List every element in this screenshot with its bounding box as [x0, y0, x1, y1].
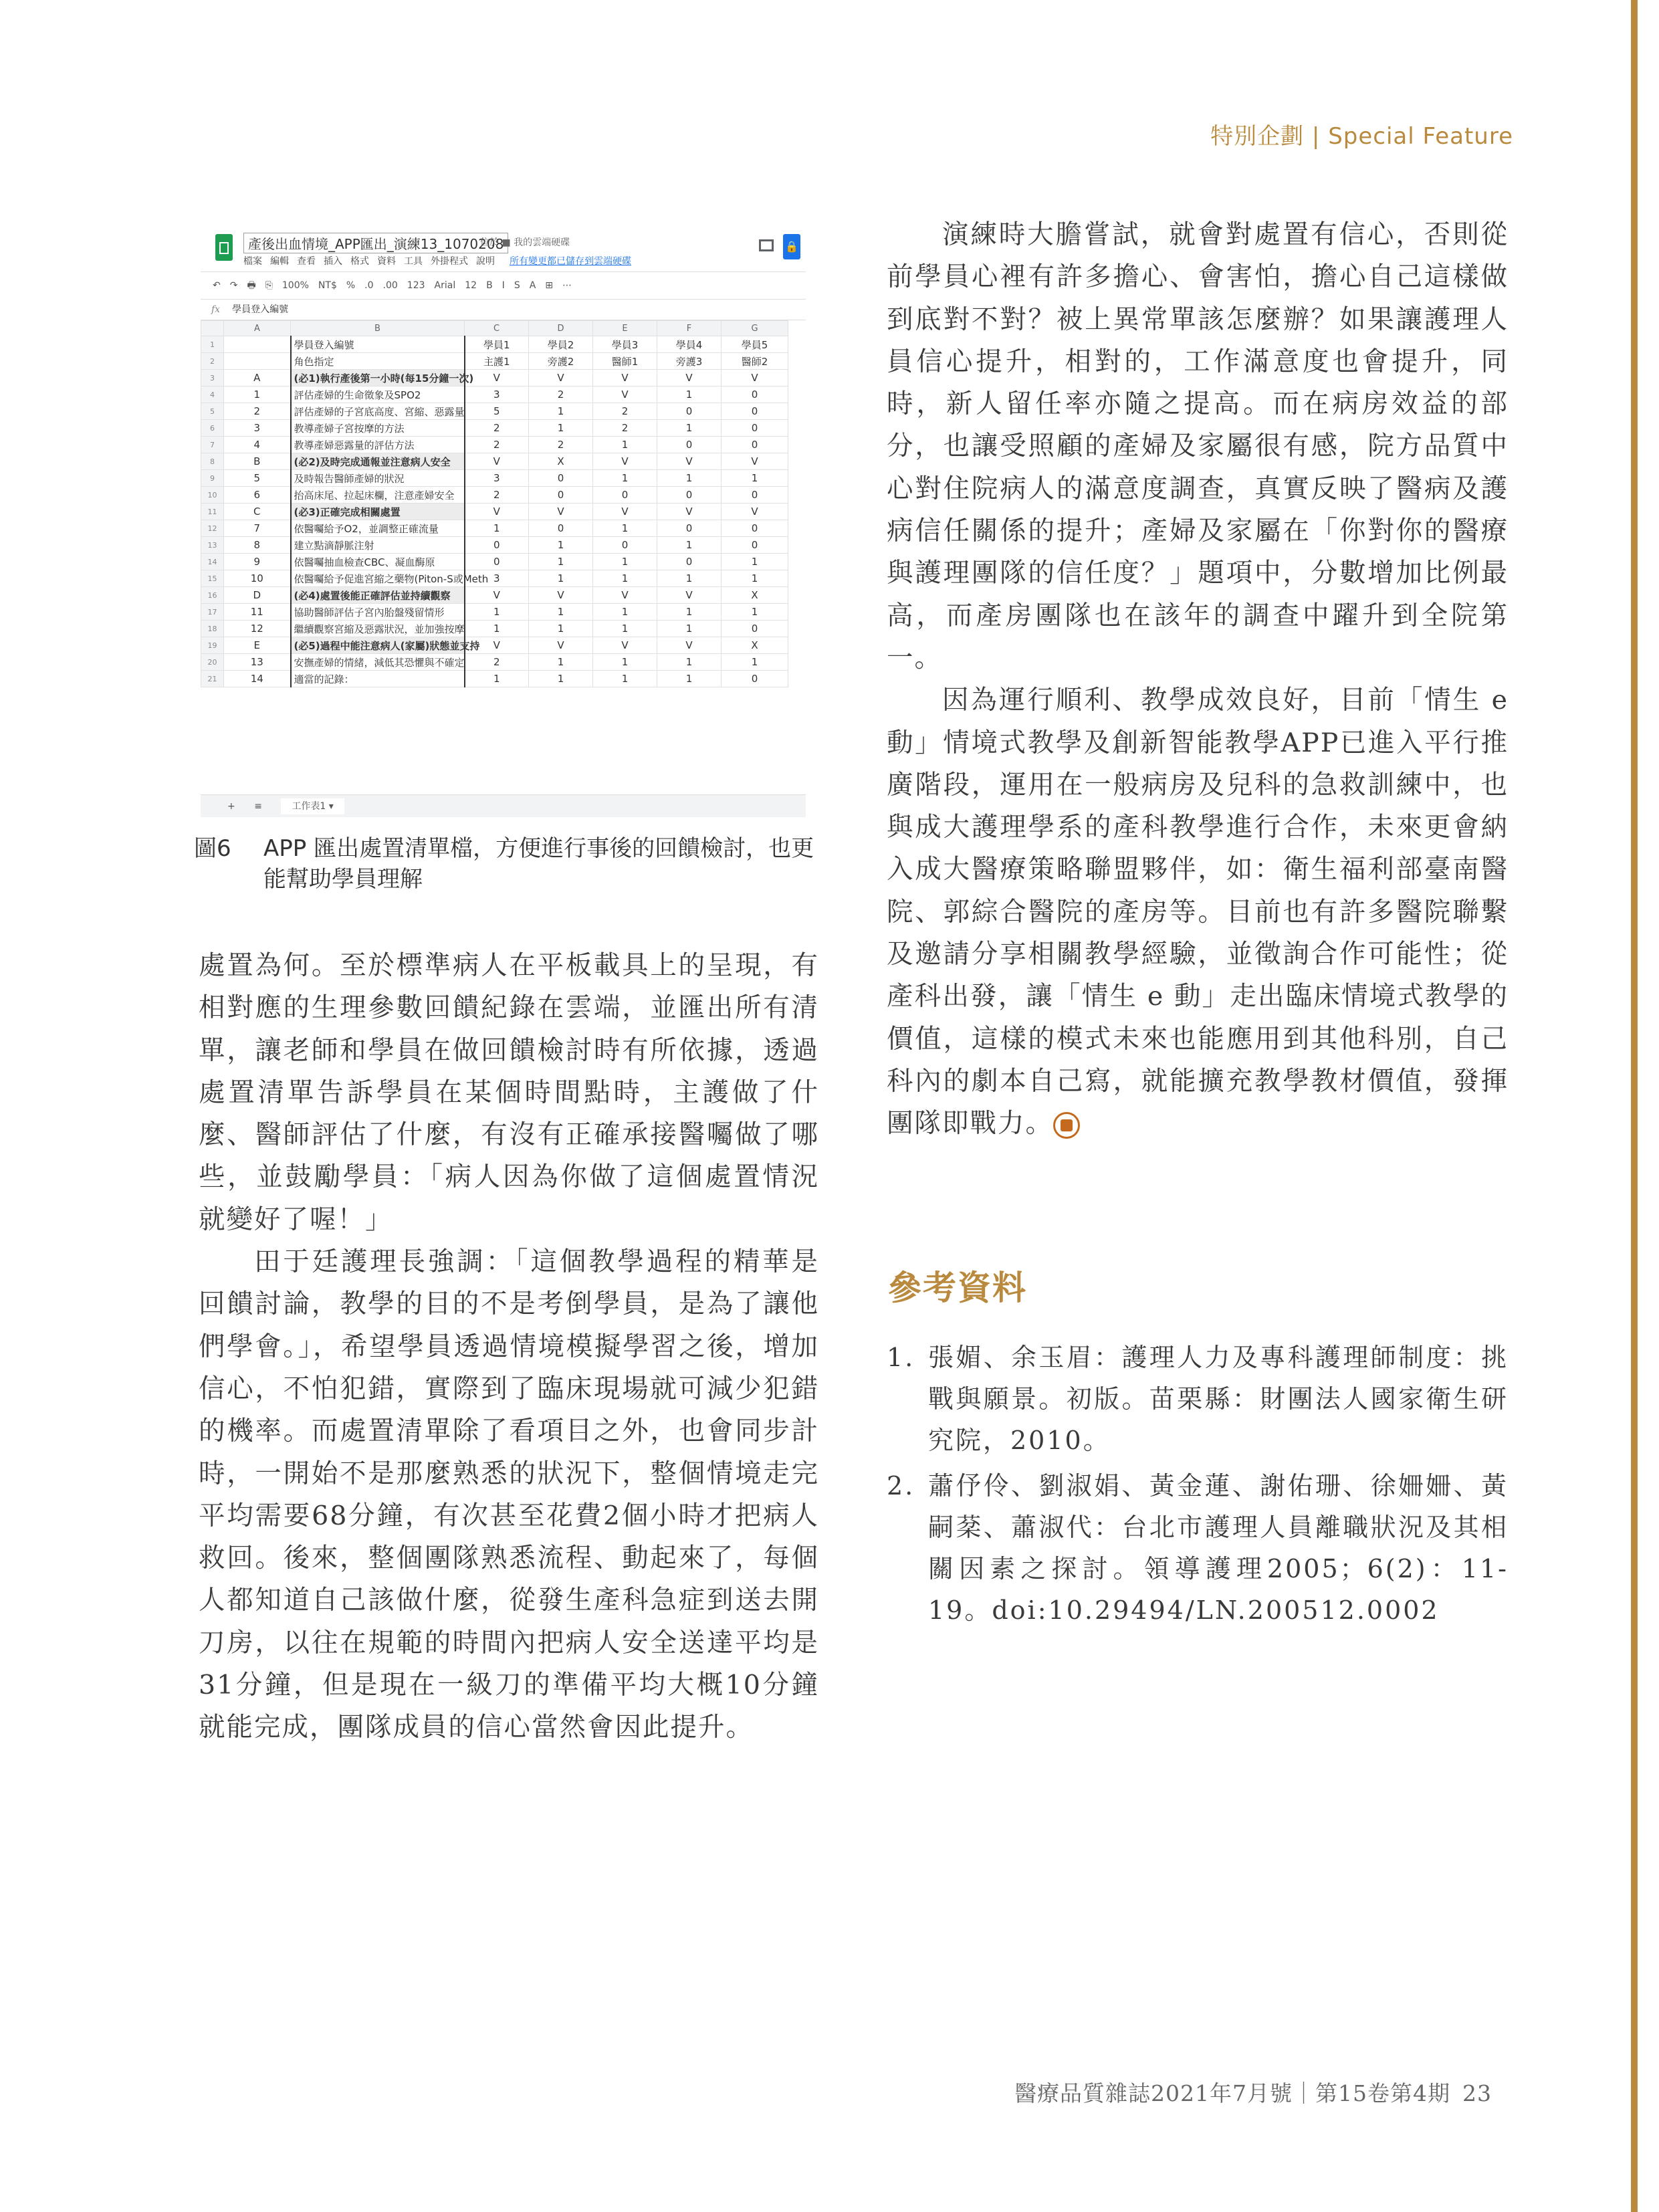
toolbar-button[interactable]: ↶	[213, 280, 221, 291]
table-cell[interactable]: 醫師1	[593, 353, 657, 370]
journal-issue: 醫療品質雜誌2021年7月號｜第15卷第4期	[1014, 2080, 1450, 2106]
table-cell[interactable]: 10	[224, 570, 291, 587]
table-cell[interactable]: 1	[529, 420, 593, 437]
table-cell[interactable]: 繼續觀察宮縮及惡露狀況，並加強按摩	[291, 621, 465, 637]
table-cell[interactable]: 1	[529, 554, 593, 570]
table-cell[interactable]: V	[593, 637, 657, 654]
toolbar-button[interactable]: 123	[407, 280, 425, 291]
toolbar-button[interactable]: NT$	[318, 280, 337, 291]
table-cell[interactable]: 評估產婦的生命徵象及SPO2	[291, 386, 465, 403]
table-cell[interactable]: 角色指定	[291, 353, 465, 370]
table-cell[interactable]: 醫師2	[722, 353, 788, 370]
table-cell[interactable]: 13	[224, 654, 291, 671]
table-row	[201, 621, 788, 637]
table-cell[interactable]: 1	[529, 621, 593, 637]
paragraph: 處置為何。至於標準病人在平板載具上的呈現，有相對應的生理參數回饋紀錄在雲端，並匯出所有清單，讓老師和學員在做回饋檢討時有所依據，透過處置清單告訴學員在某個時間點時，主護做了什麼、醫師評估了什麼，有沒有正確承接醫囑做了哪些，並鼓勵學員：「病人因為你做了這個處置情況就變好了喔！」	[199, 950, 819, 1235]
toolbar-button[interactable]: ⋯	[562, 280, 572, 291]
table-cell[interactable]: V	[465, 587, 529, 604]
fx-icon: fx	[211, 304, 221, 315]
table-cell[interactable]: 5	[224, 470, 291, 487]
table-row	[201, 437, 788, 453]
table-cell[interactable]: 1	[593, 470, 657, 487]
column-header[interactable]: F	[657, 321, 722, 336]
table-row	[201, 604, 788, 621]
table-cell[interactable]: 1	[593, 671, 657, 687]
table-cell[interactable]: 1	[722, 604, 788, 621]
table-cell[interactable]: 1	[593, 621, 657, 637]
table-cell[interactable]: 學員2	[529, 336, 593, 353]
table-cell[interactable]: X	[722, 637, 788, 654]
row-number[interactable]: 8	[201, 453, 224, 470]
table-cell[interactable]: 7	[224, 520, 291, 537]
row-number[interactable]: 14	[201, 554, 224, 570]
menu-item[interactable]: 檔案	[243, 256, 262, 267]
doc-location: 位於 ■ 我的雲端硬碟	[480, 237, 570, 248]
table-cell[interactable]: 建立點滴靜脈注射	[291, 537, 465, 554]
table-cell[interactable]: 8	[224, 537, 291, 554]
reference-number: 2.	[887, 1471, 915, 1501]
table-cell[interactable]: 1	[593, 437, 657, 453]
toolbar-button[interactable]: ↷	[229, 280, 238, 291]
table-cell[interactable]: 0	[722, 487, 788, 504]
reference-item	[887, 1337, 1509, 1461]
menu-item[interactable]: 格式	[350, 256, 369, 267]
table-cell[interactable]: 3	[465, 570, 529, 587]
table-cell[interactable]: 0	[722, 403, 788, 420]
column-header-row	[201, 321, 788, 336]
table-cell[interactable]: 0	[722, 671, 788, 687]
row-number[interactable]: 5	[201, 403, 224, 420]
table-cell[interactable]: 1	[657, 470, 722, 487]
table-cell[interactable]: 3	[224, 420, 291, 437]
table-cell[interactable]: 學員3	[593, 336, 657, 353]
table-cell[interactable]: 評估產婦的子宮底高度、宮縮、惡露量	[291, 403, 465, 420]
table-cell[interactable]: 12	[224, 621, 291, 637]
table-cell[interactable]: 學員登入編號	[291, 336, 465, 353]
table-cell[interactable]: 1	[529, 403, 593, 420]
table-row	[201, 370, 788, 386]
spreadsheet-screenshot	[201, 230, 806, 817]
table-cell[interactable]: E	[224, 637, 291, 654]
table-cell[interactable]: 0	[722, 537, 788, 554]
toolbar-button[interactable]: ⎘	[265, 280, 273, 291]
row-number[interactable]: 16	[201, 587, 224, 604]
table-cell[interactable]: A	[224, 370, 291, 386]
table-cell[interactable]	[224, 353, 291, 370]
table-cell[interactable]: 0	[722, 420, 788, 437]
paragraph: 因為運行順利、教學成效良好，目前「情生 e 動」情境式教學及創新智能教學APP已進入平行推廣階段，運用在一般病房及兒科的急救訓練中，也與成大護理學系的產科教學進行合作，未來更會納入成大醫療策略聯盟夥伴，如：衛生福利部臺南醫院、郭綜合醫院的產房等。目前也有許多醫院聯繫及邀請分享相關教學經驗，並徵詢合作可能性；從產科出發，讓「情生 e 動」走出臨床情境式教學的價值，這樣的模式未來也能應用到其他科別，自己科內的劇本自己寫，就能擴充教學教材價值，發揮團隊即戰力。	[887, 685, 1509, 1139]
menu-item[interactable]: 查看	[297, 256, 316, 267]
toolbar-button[interactable]: %	[346, 280, 356, 291]
paragraph: 演練時大膽嘗試，就會對處置有信心，否則從前學員心裡有許多擔心、會害怕，擔心自己這樣做到底對不對？被上異常單該怎麼辦？如果讓護理人員信心提升，相對的，工作滿意度也會提升，同時，新人留任率亦隨之提高。而在病房效益的部分，也讓受照顧的產婦及家屬很有感，院方品質中心對住院病人的滿意度調查，真實反映了醫病及護病信任關係的提升；產婦及家屬在「你對你的醫療與護理團隊的信任度？」題項中，分數增加比例最高，而產房團隊也在該年的調查中躍升到全院第一。	[887, 219, 1509, 673]
section-label: 特別企劃 | Special Feature	[1210, 123, 1513, 150]
table-row	[201, 453, 788, 470]
table-cell[interactable]: 0	[657, 403, 722, 420]
table-cell[interactable]: V	[722, 453, 788, 470]
table-cell[interactable]: 0	[722, 621, 788, 637]
references-list	[887, 1337, 1509, 1635]
right-column-text	[887, 214, 1509, 1145]
reference-text: 張媚、余玉眉：護理人力及專科護理師制度：挑戰與願景。初版。苗栗縣：財團法人國家衛生研究院，2010。	[928, 1343, 1509, 1455]
table-row	[201, 504, 788, 520]
doc-title[interactable]: 產後出血情境_APP匯出_演練13_1070208	[243, 233, 508, 253]
toolbar-button[interactable]: .0	[364, 280, 374, 291]
table-row	[201, 420, 788, 437]
table-cell[interactable]: 0	[657, 437, 722, 453]
table-cell[interactable]: 學員5	[722, 336, 788, 353]
row-number[interactable]: 13	[201, 537, 224, 554]
row-number[interactable]: 1	[201, 336, 224, 353]
table-cell[interactable]: (必3)正確完成相關處置	[291, 504, 465, 520]
table-cell[interactable]	[224, 336, 291, 353]
toolbar-button[interactable]: B	[486, 280, 493, 291]
table-cell[interactable]: 1	[593, 520, 657, 537]
table-cell[interactable]: 1	[657, 604, 722, 621]
column-header[interactable]: G	[722, 321, 788, 336]
references-heading: 參考資料	[888, 1268, 1027, 1307]
table-cell[interactable]: 教導產婦子宮按摩的方法	[291, 420, 465, 437]
table-cell[interactable]: 1	[465, 520, 529, 537]
table-cell[interactable]: 0	[529, 487, 593, 504]
toolbar-button[interactable]: 100%	[282, 280, 309, 291]
table-cell[interactable]: 2	[593, 403, 657, 420]
table-cell[interactable]: 2	[593, 420, 657, 437]
table-cell[interactable]: 0	[593, 487, 657, 504]
table-cell[interactable]: 0	[657, 487, 722, 504]
table-row	[201, 570, 788, 587]
table-cell[interactable]: V	[657, 453, 722, 470]
table-cell[interactable]: 學員4	[657, 336, 722, 353]
table-cell[interactable]: 14	[224, 671, 291, 687]
menu-item[interactable]: 說明	[476, 256, 495, 267]
table-cell[interactable]: V	[529, 587, 593, 604]
table-cell[interactable]: 2	[465, 654, 529, 671]
table-cell[interactable]: 0	[529, 520, 593, 537]
table-cell[interactable]: 1	[224, 386, 291, 403]
table-cell[interactable]: 教導產婦惡露量的評估方法	[291, 437, 465, 453]
table-cell[interactable]: V	[529, 637, 593, 654]
table-cell[interactable]: V	[593, 453, 657, 470]
table-cell[interactable]: 1	[593, 570, 657, 587]
table-cell[interactable]: 1	[465, 604, 529, 621]
table-cell[interactable]: 1	[657, 621, 722, 637]
comment-icon[interactable]	[759, 239, 774, 251]
table-cell[interactable]: 1	[465, 621, 529, 637]
table-cell[interactable]: 1	[657, 654, 722, 671]
table-cell[interactable]: (必2)及時完成通報並注意病人安全	[291, 453, 465, 470]
column-header[interactable]: C	[465, 321, 529, 336]
menu-item[interactable]: 外掛程式	[431, 256, 468, 267]
table-cell[interactable]: 1	[593, 554, 657, 570]
row-number[interactable]: 19	[201, 637, 224, 654]
row-number[interactable]: 7	[201, 437, 224, 453]
table-cell[interactable]: 0	[722, 437, 788, 453]
table-cell[interactable]: 11	[224, 604, 291, 621]
table-cell[interactable]: 1	[529, 654, 593, 671]
menu-item[interactable]: 編輯	[270, 256, 289, 267]
table-cell[interactable]: 1	[722, 654, 788, 671]
menu-bar	[243, 254, 639, 267]
table-cell[interactable]: 4	[224, 437, 291, 453]
table-cell[interactable]: V	[657, 370, 722, 386]
table-cell[interactable]: 1	[657, 671, 722, 687]
figure-caption	[194, 833, 822, 895]
sheets-doc-icon	[215, 234, 233, 261]
column-header[interactable]: D	[529, 321, 593, 336]
toolbar	[201, 271, 806, 300]
table-row	[201, 554, 788, 570]
formula-value: 學員登入編號	[232, 304, 289, 315]
page-number: 23	[1462, 2080, 1492, 2106]
table-row	[201, 386, 788, 403]
table-cell[interactable]: 0	[657, 520, 722, 537]
toolbar-button[interactable]: ⊞	[545, 280, 554, 291]
table-cell[interactable]: 1	[657, 420, 722, 437]
table-cell[interactable]: D	[224, 587, 291, 604]
table-cell[interactable]: V	[722, 370, 788, 386]
table-cell[interactable]: 0	[657, 554, 722, 570]
sheet-list-icon[interactable]: ≡	[254, 801, 262, 812]
toolbar-button[interactable]: S	[514, 280, 520, 291]
table-cell[interactable]: 主護1	[465, 353, 529, 370]
table-cell[interactable]: V	[593, 504, 657, 520]
toolbar-button[interactable]: A	[529, 280, 536, 291]
table-cell[interactable]: V	[465, 504, 529, 520]
table-cell[interactable]: X	[722, 587, 788, 604]
table-cell[interactable]: V	[593, 386, 657, 403]
table-cell[interactable]: 1	[657, 386, 722, 403]
menu-item[interactable]: 工具	[404, 256, 423, 267]
caption-text: APP 匯出處置清單檔，方便進行事後的回饋檢討，也更能幫助學員理解	[263, 835, 814, 893]
table-row	[201, 671, 788, 687]
row-number[interactable]: 4	[201, 386, 224, 403]
table-row	[201, 336, 788, 353]
table-cell[interactable]: 1	[529, 671, 593, 687]
column-header[interactable]	[201, 321, 224, 336]
table-cell[interactable]: 0	[465, 537, 529, 554]
gold-edge-rule	[1631, 0, 1638, 2212]
column-header[interactable]: A	[224, 321, 291, 336]
table-cell[interactable]: (必1)執行產後第一小時(每15分鐘一次)	[291, 370, 465, 386]
row-number[interactable]: 15	[201, 570, 224, 587]
table-row	[201, 487, 788, 504]
row-number[interactable]: 3	[201, 370, 224, 386]
lock-share-icon[interactable]: 🔒	[783, 234, 800, 259]
paragraph-with-seal	[887, 679, 1509, 1145]
column-header[interactable]: E	[593, 321, 657, 336]
page-footer	[1014, 2076, 1492, 2108]
sheet-header	[201, 230, 806, 271]
table-cell[interactable]: 依醫囑給予O2，並調整正確流量	[291, 520, 465, 537]
table-row	[201, 637, 788, 654]
table-cell[interactable]: V	[657, 504, 722, 520]
row-number[interactable]: 10	[201, 487, 224, 504]
table-cell[interactable]: 協助醫師評估子宮內胎盤殘留情形	[291, 604, 465, 621]
row-number[interactable]: 11	[201, 504, 224, 520]
table-cell[interactable]: 1	[593, 604, 657, 621]
row-number[interactable]: 9	[201, 470, 224, 487]
table-cell[interactable]: 抬高床尾、拉起床欄，注意產婦安全	[291, 487, 465, 504]
reference-text: 蕭伃伶、劉淑娟、黃金蓮、謝佑珊、徐姍姍、黃嗣棻、蕭淑代：台北市護理人員離職狀況及其相關因素之探討。領導護理2005；6(2)：11-19。doi:10.29494/LN.200512.0002	[928, 1471, 1509, 1625]
table-cell[interactable]: 2	[529, 386, 593, 403]
table-cell[interactable]: C	[224, 504, 291, 520]
formula-bar[interactable]	[201, 300, 806, 320]
table-cell[interactable]: 1	[593, 654, 657, 671]
table-cell[interactable]: 2	[529, 437, 593, 453]
table-cell[interactable]: 0	[593, 537, 657, 554]
table-cell[interactable]: 適當的記錄：	[291, 671, 465, 687]
table-cell[interactable]: 0	[722, 520, 788, 537]
table-cell[interactable]: 依醫囑抽血檢查CBC、凝血酶原	[291, 554, 465, 570]
table-cell[interactable]: 1	[657, 570, 722, 587]
table-cell[interactable]: V	[657, 637, 722, 654]
table-cell[interactable]: 9	[224, 554, 291, 570]
toolbar-button[interactable]: .00	[382, 280, 398, 291]
toolbar-button[interactable]: 🖶	[247, 280, 256, 291]
table-row	[201, 587, 788, 604]
reference-number: 1.	[887, 1343, 915, 1372]
table-cell[interactable]: 0	[529, 470, 593, 487]
table-row	[201, 403, 788, 420]
table-cell[interactable]: 0	[722, 386, 788, 403]
row-number[interactable]: 18	[201, 621, 224, 637]
row-number[interactable]: 6	[201, 420, 224, 437]
sheet-grid	[201, 320, 788, 687]
table-row	[201, 537, 788, 554]
table-cell[interactable]: 3	[465, 470, 529, 487]
table-cell[interactable]: 2	[465, 487, 529, 504]
table-row	[201, 520, 788, 537]
table-cell[interactable]: V	[722, 504, 788, 520]
column-header[interactable]: B	[291, 321, 465, 336]
table-cell[interactable]: 1	[529, 604, 593, 621]
table-cell[interactable]: 安撫產婦的情緒，減低其恐懼與不確定	[291, 654, 465, 671]
table-cell[interactable]: 1	[657, 537, 722, 554]
table-cell[interactable]: (必5)過程中能注意病人(家屬)狀態並支持	[291, 637, 465, 654]
row-number[interactable]: 2	[201, 353, 224, 370]
table-cell[interactable]: B	[224, 453, 291, 470]
saved-status[interactable]: 所有變更都已儲存到雲端硬碟	[510, 256, 631, 267]
toolbar-button[interactable]: 12	[465, 280, 477, 291]
table-cell[interactable]: 旁護2	[529, 353, 593, 370]
table-cell[interactable]: X	[529, 453, 593, 470]
table-cell[interactable]: 6	[224, 487, 291, 504]
caption-number: 圖6	[194, 835, 231, 862]
paragraph: 田于廷護理長強調：「這個教學過程的精華是回饋討論，教學的目的不是考倒學員，是為了讓他們學會。」，希望學員透過情境模擬學習之後，增加信心，不怕犯錯，實際到了臨床現場就可減少犯錯的機率。而處置清單除了看項目之外，也會同步計時，一開始不是那麼熟悉的狀況下，整個情境走完平均需要68分鐘，有次甚至花費2個小時才把病人救回。後來，整個團隊熟悉流程、動起來了，每個人都知道自己該做什麼，從發生產科急症到送去開刀房，以往在規範的時間內把病人安全送達平均是31分鐘，但是現在一級刀的準備平均大概10分鐘就能完成，團隊成員的信心當然會因此提升。	[199, 1246, 819, 1743]
table-cell[interactable]: 1	[722, 570, 788, 587]
sheet-tab[interactable]: 工作表1 ▾	[281, 798, 344, 814]
table-cell[interactable]: 依醫囑給予促進宮縮之藥物(Piton-S或Meth	[291, 570, 465, 587]
table-cell[interactable]: V	[465, 453, 529, 470]
menu-item[interactable]: 插入	[324, 256, 342, 267]
table-cell[interactable]: 1	[529, 537, 593, 554]
toolbar-button[interactable]: I	[502, 280, 505, 291]
row-number[interactable]: 12	[201, 520, 224, 537]
table-cell[interactable]: 2	[224, 403, 291, 420]
table-cell[interactable]: V	[529, 504, 593, 520]
table-cell[interactable]: 0	[465, 554, 529, 570]
table-cell[interactable]: 1	[722, 554, 788, 570]
menu-item[interactable]: 資料	[377, 256, 396, 267]
table-row	[201, 654, 788, 671]
end-seal-icon	[1053, 1112, 1080, 1139]
table-cell[interactable]: 學員1	[465, 336, 529, 353]
table-cell[interactable]: 5	[465, 403, 529, 420]
table-cell[interactable]: 及時報告醫師產婦的狀況	[291, 470, 465, 487]
row-number[interactable]: 17	[201, 604, 224, 621]
table-cell[interactable]: V	[657, 587, 722, 604]
table-cell[interactable]: 旁護3	[657, 353, 722, 370]
toolbar-button[interactable]: Arial	[434, 280, 456, 291]
table-cell[interactable]: 1	[722, 470, 788, 487]
table-cell[interactable]: 2	[465, 437, 529, 453]
table-cell[interactable]: V	[465, 637, 529, 654]
table-cell[interactable]: V	[465, 370, 529, 386]
table-cell[interactable]: V	[529, 370, 593, 386]
sheet-tabs	[201, 794, 806, 817]
table-cell[interactable]: (必4)處置後能正確評估並持續觀察	[291, 587, 465, 604]
table-cell[interactable]: 3	[465, 386, 529, 403]
table-row	[201, 470, 788, 487]
row-number[interactable]: 20	[201, 654, 224, 671]
left-column-text	[199, 945, 819, 1749]
table-cell[interactable]: V	[593, 587, 657, 604]
table-row	[201, 353, 788, 370]
table-cell[interactable]: V	[593, 370, 657, 386]
row-number[interactable]: 21	[201, 671, 224, 687]
table-cell[interactable]: 1	[529, 570, 593, 587]
table-cell[interactable]: 2	[465, 420, 529, 437]
reference-item	[887, 1465, 1509, 1631]
table-cell[interactable]: 1	[465, 671, 529, 687]
add-sheet-icon[interactable]: +	[227, 801, 235, 812]
